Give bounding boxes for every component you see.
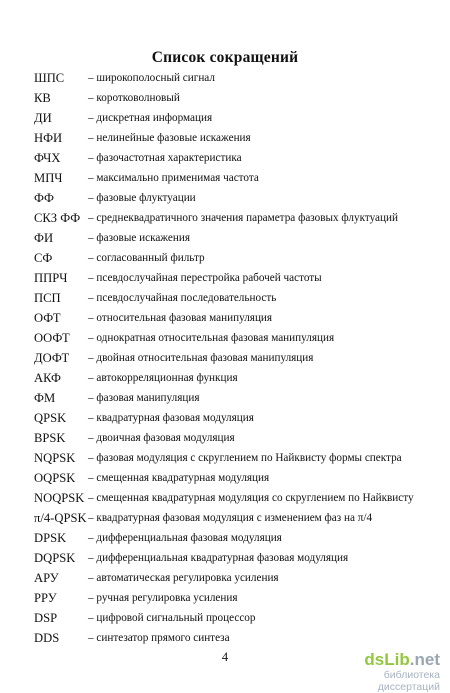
abbreviation: ФМ <box>34 390 56 405</box>
watermark-logo <box>325 650 440 693</box>
definition: – смещенная квадратурная модуляция со скруглением по Найквисту <box>88 492 414 505</box>
list-item <box>34 308 444 328</box>
abbreviation: ООФТ <box>34 330 70 345</box>
definition: – коротковолновый <box>88 92 180 105</box>
page-title: Список сокращений <box>151 49 299 66</box>
list-item <box>34 168 444 188</box>
abbreviation: ШПС <box>34 70 65 85</box>
abbreviation: NQPSK <box>34 450 76 465</box>
abbreviation: DPSK <box>34 530 67 545</box>
list-item <box>34 508 444 528</box>
list-item <box>34 88 444 108</box>
list-item <box>34 188 444 208</box>
definition: – согласованный фильтр <box>88 252 205 265</box>
list-item <box>34 628 444 648</box>
list-item <box>34 588 444 608</box>
definition: – дифференциальная квадратурная фазовая модуляция <box>88 552 349 565</box>
watermark-tagline: библиотека диссертаций <box>377 669 440 693</box>
abbreviation-list <box>34 68 444 648</box>
definition: – ручная регулировка усиления <box>88 592 238 605</box>
abbreviation: DQPSK <box>34 550 76 565</box>
abbreviation: ФЧХ <box>34 150 61 165</box>
watermark-brand <box>325 651 440 669</box>
definition: – широкополосный сигнал <box>88 72 215 84</box>
abbreviation: АКФ <box>34 370 61 385</box>
list-item <box>34 408 444 428</box>
definition: – псевдослучайная перестройка рабочей частоты <box>88 272 322 285</box>
definition: – фазочастотная характеристика <box>88 152 242 165</box>
abbreviation: ДИ <box>34 110 52 125</box>
list-item <box>34 468 444 488</box>
definition: – фазовая манипуляция <box>88 392 200 405</box>
abbreviation: СФ <box>34 250 53 265</box>
abbreviation: НФИ <box>34 130 63 145</box>
definition: – фазовые искажения <box>88 232 190 245</box>
abbreviation: РРУ <box>34 590 57 605</box>
abbreviation: АРУ <box>34 570 59 585</box>
list-item <box>34 488 444 508</box>
definition: – автоматическая регулировка усиления <box>88 572 279 585</box>
list-item <box>34 448 444 468</box>
list-item <box>34 328 444 348</box>
definition: – среднеквадратичного значения параметра фазовых флуктуаций <box>88 212 398 225</box>
list-item <box>34 348 444 368</box>
abbreviation: ППРЧ <box>34 270 68 285</box>
list-item <box>34 528 444 548</box>
definition: – однократная относительная фазовая манипуляция <box>88 332 335 345</box>
definition: – синтезатор прямого синтеза <box>88 632 230 645</box>
definition: – двоичная фазовая модуляция <box>88 432 235 445</box>
definition: – максимально применимая частота <box>88 172 259 185</box>
page-number: 4 <box>221 650 229 664</box>
list-item <box>34 608 444 628</box>
definition: – нелинейные фазовые искажения <box>88 132 251 145</box>
list-item <box>34 428 444 448</box>
definition: – смещенная квадратурная модуляция <box>88 472 270 485</box>
abbreviation: DSP <box>34 610 58 625</box>
list-item <box>34 288 444 308</box>
abbreviation: ПСП <box>34 290 61 305</box>
abbreviation: КВ <box>34 90 51 105</box>
list-item <box>34 368 444 388</box>
list-item <box>34 548 444 568</box>
list-item <box>34 388 444 408</box>
abbreviation: ОФТ <box>34 310 61 325</box>
list-item <box>34 108 444 128</box>
abbreviation: ФИ <box>34 230 54 245</box>
abbreviation: СКЗ ФФ <box>34 210 81 225</box>
abbreviation: NOQPSK <box>34 490 85 505</box>
definition: – двойная относительная фазовая манипуляция <box>88 352 314 365</box>
definition: – квадратурная фазовая модуляция с изменением фаз на π/4 <box>88 512 373 525</box>
definition: – дифференциальная фазовая модуляция <box>88 532 282 545</box>
definition: – псевдослучайная последовательность <box>88 292 277 305</box>
definition: – фазовые флуктуации <box>88 192 196 205</box>
list-item <box>34 128 444 148</box>
abbreviation: ДОФТ <box>34 350 70 365</box>
abbreviation: DDS <box>34 630 60 645</box>
list-item <box>34 248 444 268</box>
watermark-brand-suffix: .net <box>409 650 440 669</box>
definition: – цифровой сигнальный процессор <box>88 612 256 625</box>
list-item <box>34 208 444 228</box>
watermark-brand-main: dsLib <box>364 650 410 669</box>
abbreviation: OQPSK <box>34 470 76 485</box>
definition: – дискретная информация <box>88 112 213 125</box>
definition: – относительная фазовая манипуляция <box>88 312 273 325</box>
abbreviation: ФФ <box>34 190 54 205</box>
abbreviation: BPSK <box>34 430 66 445</box>
definition: – автокорреляционная функция <box>88 372 238 385</box>
abbreviation: МПЧ <box>34 170 63 185</box>
list-item <box>34 148 444 168</box>
list-item <box>34 68 444 88</box>
list-item <box>34 568 444 588</box>
list-item <box>34 268 444 288</box>
abbreviation: π/4-QPSK <box>34 510 87 525</box>
definition: – квадратурная фазовая модуляция <box>88 412 254 425</box>
definition: – фазовая модуляция с скруглением по Найквисту формы спектра <box>88 452 402 465</box>
abbreviation: QPSK <box>34 410 67 425</box>
list-item <box>34 228 444 248</box>
